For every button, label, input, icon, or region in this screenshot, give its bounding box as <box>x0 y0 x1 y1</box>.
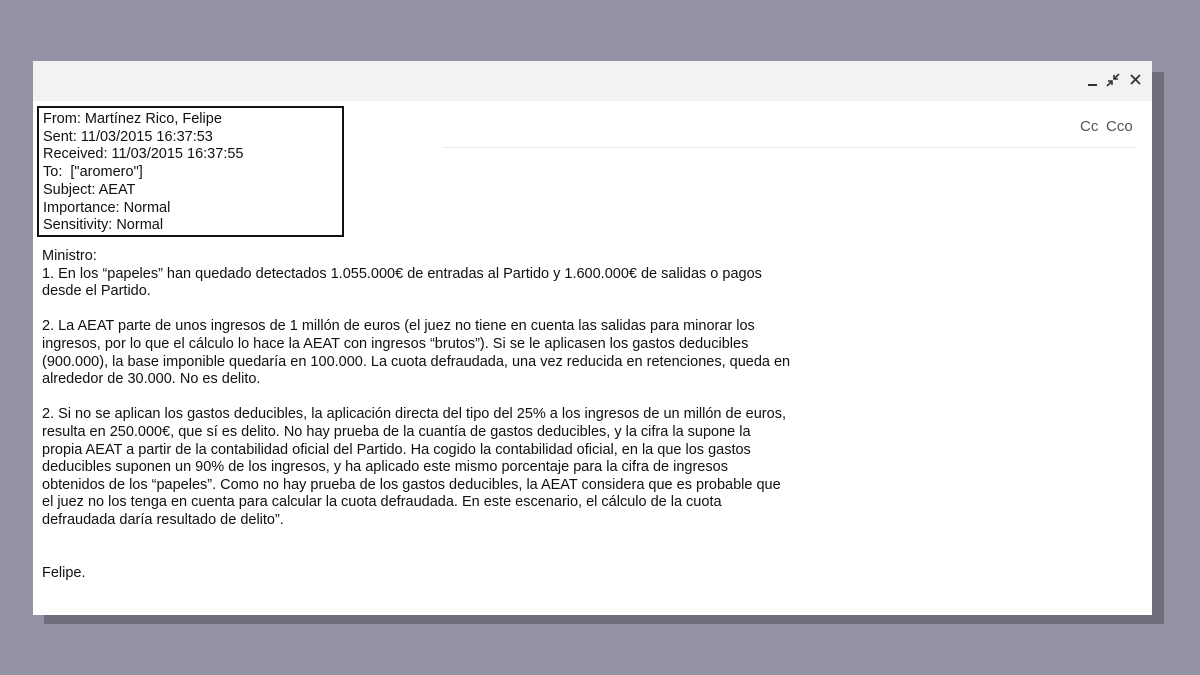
paragraph-line: obtenidos de los “papeles”. Como no hay prueba de los gastos deducibles, la AEAT considera que es probable que <box>42 476 781 493</box>
header-subject: Subject: AEAT <box>43 181 136 198</box>
paragraph-line: defraudada daría resultado de delito”. <box>42 511 284 528</box>
paragraph-line: deducibles suponen un 90% de los ingresos, y ha aplicado este mismo porcentaje para la cifra de ingresos <box>42 459 728 476</box>
header-importance: Importance: Normal <box>43 199 171 216</box>
paragraph-line: desde el Partido. <box>42 283 151 300</box>
email-compose-window <box>33 61 1152 615</box>
email-body[interactable] <box>42 248 912 582</box>
close-icon[interactable] <box>1126 69 1146 91</box>
paragraph-line: 2. La AEAT parte de unos ingresos de 1 millón de euros (el juez no tiene en cuenta las salidas para minorar los <box>42 318 755 335</box>
paragraph-line: resulta en 250.000€, que sí es delito. No hay prueba de la cuantía de gastos deducibles, y la cifra la supone la <box>42 423 751 440</box>
paragraph-2 <box>42 318 912 388</box>
paragraph-3 <box>42 406 912 529</box>
paragraph-line: 1. En los “papeles” han quedado detectados 1.055.000€ de entradas al Partido y 1.600.000€ de salidas o pagos <box>42 265 762 282</box>
cc-link[interactable]: Cc <box>1080 118 1099 135</box>
header-received: Received: 11/03/2015 16:37:55 <box>43 146 244 163</box>
header-from: From: Martínez Rico, Felipe <box>43 111 222 127</box>
paragraph-line: ingresos, por lo que el cálculo lo hace la AEAT con ingresos “brutos”). Si se le aplicasen los gastos deducibles <box>42 335 749 352</box>
header-sent: Sent: 11/03/2015 16:37:53 <box>43 128 213 145</box>
header-sensitivity: Sensitivity: Normal <box>43 217 164 234</box>
paragraph-line: (900.000), la base imponible quedaría en 100.000. La cuota defraudada, una vez reducida en retenciones, queda en <box>42 353 791 370</box>
minimize-icon[interactable] <box>1083 69 1103 91</box>
paragraph-1 <box>42 266 912 301</box>
paragraph-line: 2. Si no se aplican los gastos deducibles, la aplicación directa del tipo del 25% a los ingresos de un millón de euros, <box>42 406 786 423</box>
paragraph-line: propia AEAT a partir de la contabilidad oficial del Partido. Ha cogido la contabilidad oficial, en la que los gastos <box>42 441 751 458</box>
paragraph-line: alrededor de 30.000. No es delito. <box>42 371 261 388</box>
signature: Felipe. <box>42 564 86 581</box>
greeting: Ministro: <box>42 248 97 264</box>
popout-icon[interactable] <box>1103 69 1123 91</box>
paragraph-line: el juez no los tenga en cuenta para calcular la cuota defraudada. En este escenario, el cálculo de la cuota <box>42 494 722 511</box>
header-to: To: ["aromero"] <box>43 164 143 181</box>
email-header-box <box>37 106 344 237</box>
window-titlebar <box>33 61 1152 101</box>
recipients-divider <box>443 147 1137 148</box>
cco-link[interactable]: Cco <box>1106 118 1133 135</box>
